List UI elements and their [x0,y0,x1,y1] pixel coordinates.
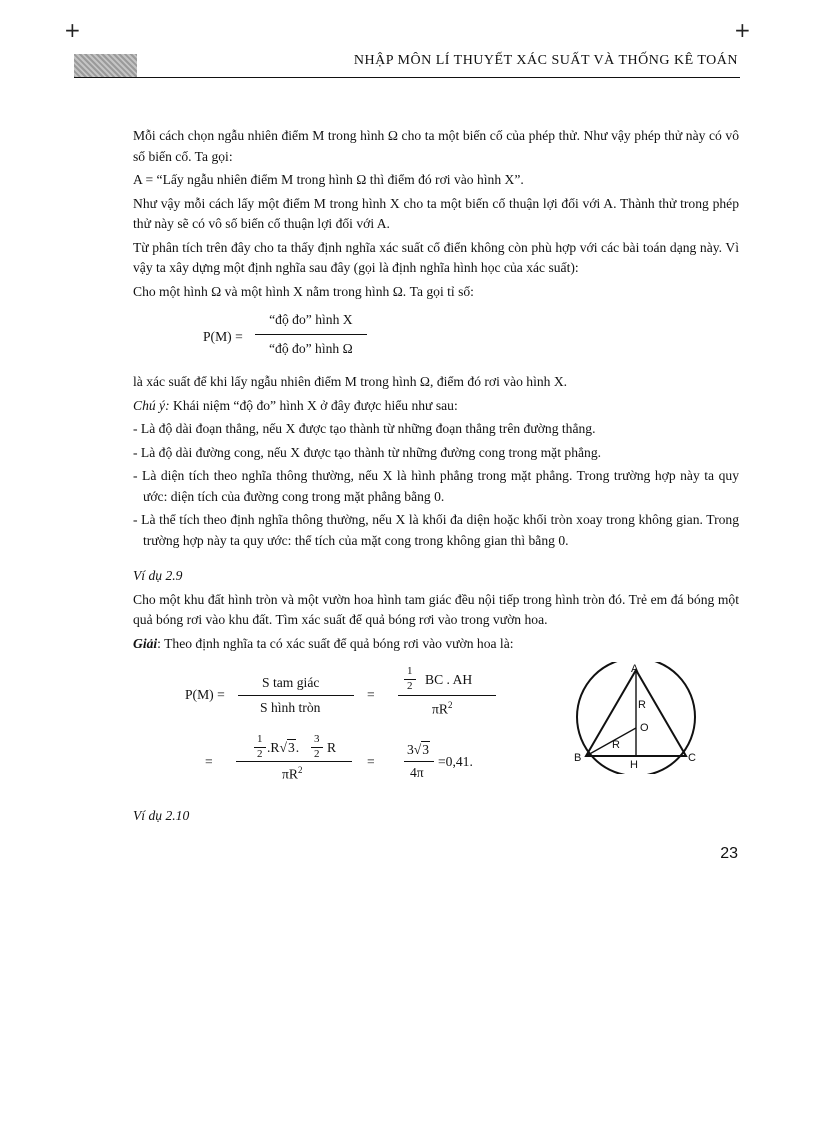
circle-triangle-diagram [570,662,700,774]
three-sqrt3: 3√3 [407,742,430,757]
label-b: B [574,752,582,764]
three-numerator: 3 [314,733,320,745]
page-number: 23 [720,845,738,862]
formula-numerator: “độ đo” hình X [255,310,366,335]
equals-sign: = [367,754,375,769]
bullet-item: - Là thể tích theo định nghĩa thông thường, nếu X là khối đa diện hoặc khối tròn xoay trong không gian. Trong trường hợp này ta quy ước: thể tích của mặt cong trong không gian thì bằng 0. [133,512,739,548]
crop-mark-top-left: + [64,18,81,42]
solution-label: Giải [133,635,158,651]
paragraph: Mỗi cách chọn ngẫu nhiên điểm M trong hình Ω cho ta một biến cố của phép thử. Như vậy phép thử này có vô số biến cố. Ta gọi: [133,128,739,164]
bullet-item: - Là độ dài đoạn thẳng, nếu X được tạo thành từ những đoạn thẳng trên đường thẳng. [133,421,596,436]
formula-fraction [255,310,367,359]
label-o: O [640,722,649,734]
half-denominator: 2 [407,680,413,692]
label-c: C [688,752,696,764]
paragraph: A = “Lấy ngẫu nhiên điểm M trong hình Ω thì điểm đó rơi vào hình X”. [133,172,524,187]
paragraph: là xác suất để khi lấy ngẫu nhiên điểm M trong hình Ω, điểm đó rơi vào hình X. [133,374,568,389]
half-numerator: 1 [407,665,413,677]
solution-text: : Theo định nghĩa ta có xác suất để quả bóng rơi vào vườn hoa là: [157,635,514,651]
header-title: NHẬP MÔN LÍ THUYẾT XÁC SUẤT VÀ THỐNG KÊ TOÁN [353,53,738,68]
crop-mark-top-right: + [734,18,751,42]
pi-r-squared: $\pi R^2$ [432,700,453,717]
paragraph: Như vậy mỗi cách lấy một điểm M trong hình X cho ta một biến cố thuận lợi đối với A. Thành thử trong phép thử này sẽ có vô số biến cố thuận lợi đối với A. [133,195,739,231]
note-text: Khái niệm “độ đo” hình X ở đây được hiểu như sau: [169,397,458,413]
label-h: H [630,759,638,771]
bullet-item: - Là diện tích theo nghĩa thông thường, nếu X là hình phẳng trong mặt phẳng. Trong trường hợp này ta quy ước: diện tích của đường cong trong mặt phẳng bằng 0. [133,468,739,504]
probability-definition-formula [133,310,739,366]
half-denominator: 2 [257,748,263,760]
label-a: A [631,663,639,675]
example-title: Ví dụ 2.9 [133,568,183,583]
note-label: Chú ý: [133,397,170,413]
two-denominator: 2 [314,748,320,760]
formula-denominator: “độ đo” hình Ω [269,340,353,356]
four-pi: 4π [410,765,424,780]
page-footer-content [133,806,739,830]
label-r-diagonal: R [612,739,620,751]
note-paragraph [133,396,739,417]
label-r-vertical: R [638,699,646,711]
formula-lhs: P(M) = [203,329,243,344]
header-gray-block [74,54,137,78]
bc-ah: BC . AH [425,672,473,687]
formula-lhs: P(M) = [185,687,225,702]
paragraph: Từ phân tích trên đây cho ta thấy định nghĩa xác suất cổ điển không còn phù hợp với các bài toán dạng này. Vì vậy ta xây dựng một định nghĩa sau đây (gọi là định nghĩa hình học của xác suất): [133,239,739,275]
equals-sign: = [367,687,375,702]
page-body [133,126,739,657]
bullet-item: - Là độ dài đường cong, nếu X được tạo thành từ những đường cong trong mặt phẳng. [133,444,602,460]
solution-paragraph [133,634,739,655]
header-rule [74,77,740,78]
frac-denominator: S hình tròn [260,700,321,715]
example-text: Cho một khu đất hình tròn và một vườn hoa hình tam giác đều nội tiếp trong hình tròn đó. Trẻ em đá bóng một quả bóng rơi vào khu đất. Tìm xác suất để quả bóng rơi vào trong vườn hoa. [133,591,739,627]
example-title: Ví dụ 2.10 [133,808,190,823]
r-sqrt3: .R√3. [267,740,300,755]
pi-r-squared: $\pi R^2$ [282,765,303,782]
r-term: R [327,740,337,755]
frac-numerator: S tam giác [262,675,320,690]
equals-sign: = [205,754,213,769]
formula-result: =0,41. [438,754,473,769]
half-numerator: 1 [257,733,263,745]
paragraph: Cho một hình Ω và một hình X nằm trong hình Ω. Ta gọi tỉ số: [133,283,474,299]
